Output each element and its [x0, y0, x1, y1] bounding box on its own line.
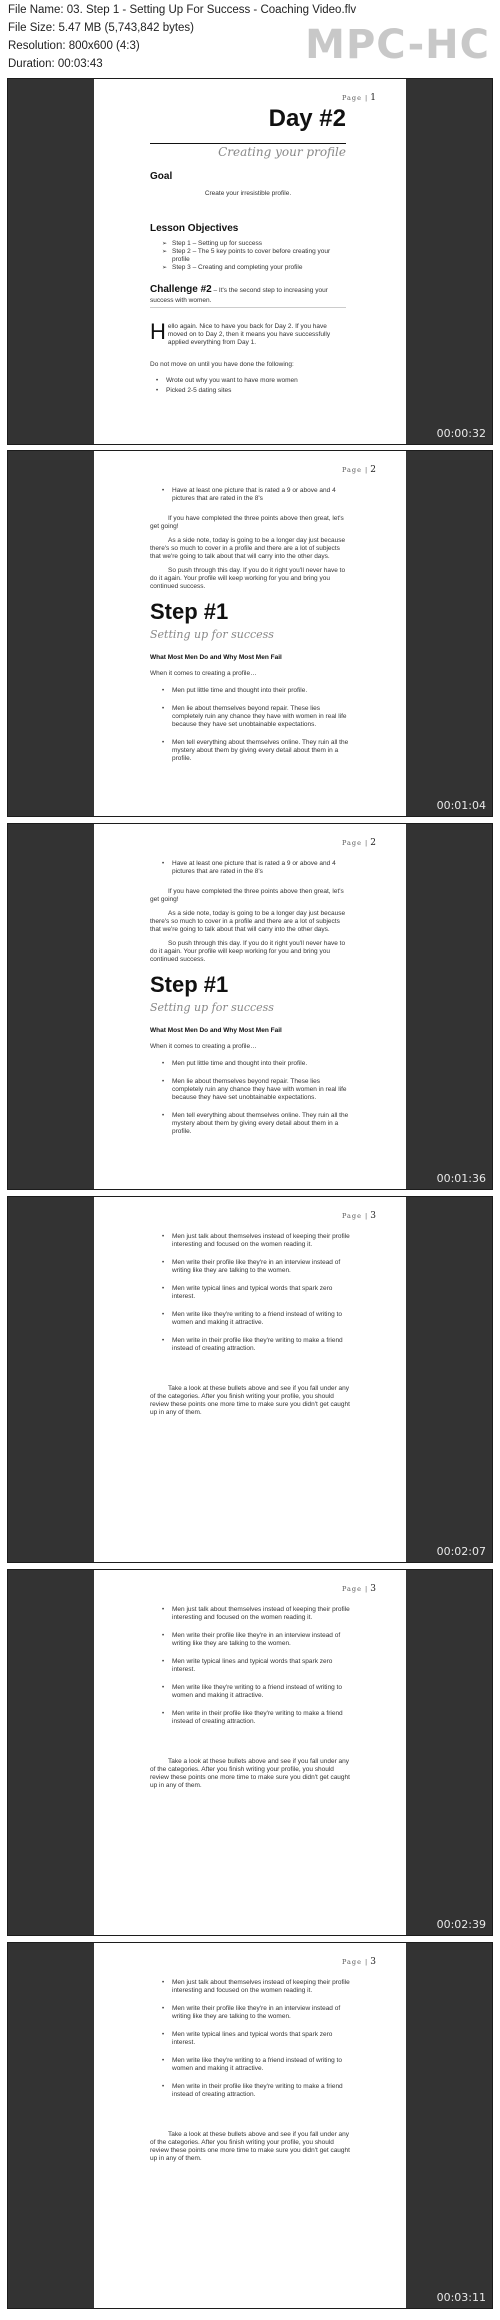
- list-item: • Have at least one picture that is rated a 9 or above and 4 pictures that are rated in the 8's: [162, 487, 336, 502]
- what-heading: What Most Men Do and Why Most Men Fail: [150, 654, 282, 661]
- objectives-list: [162, 240, 347, 272]
- what-heading: What Most Men Do and Why Most Men Fail: [150, 1027, 282, 1034]
- timestamp: 00:03:11: [436, 2291, 486, 2304]
- paragraph: If you have completed the three points above then great, let's get going!: [150, 888, 344, 903]
- list-item: ➢ Step 1 – Setting up for success: [162, 240, 262, 247]
- page-number: Page | 3: [341, 1584, 376, 1594]
- failures-list-continued: [162, 1979, 354, 2099]
- paragraph: If you have completed the three points above then great, let's get going!: [150, 515, 344, 530]
- day-subtitle: Creating your profile: [218, 145, 346, 159]
- video-thumbnail-frame[interactable]: [8, 824, 492, 1189]
- list-item: • Have at least one picture that is rated a 9 or above and 4 pictures that are rated in the 8's: [162, 860, 336, 875]
- page-number: Page | 2: [341, 465, 376, 475]
- step-subtitle: Setting up for success: [150, 1001, 274, 1014]
- paragraph: As a side note, today is going to be a longer day just because there's so much to cover in a profile and there are a lot of subjects that we're going to talk about that will carry into the other days.: [150, 910, 346, 933]
- duration-line: Duration: 00:03:43: [8, 58, 103, 70]
- list-item: • Men put little time and thought into their profile.: [162, 1060, 308, 1067]
- list-item: • Men write typical lines and typical words that spark zero interest.: [162, 1658, 333, 1673]
- list-item: • Men write in their profile like they're writing to make a friend instead of creating attraction.: [162, 1337, 343, 1352]
- page-number: Page | 3: [341, 1211, 376, 1221]
- list-item: • Men write their profile like they're in an interview instead of writing like they are talking to the women.: [162, 1632, 341, 1647]
- list-item: • Men write like they're writing to a friend instead of writing to women and making it attractive.: [162, 1684, 342, 1699]
- paragraph: As a side note, today is going to be a longer day just because there's so much to cover in a profile and there are a lot of subjects that we're going to talk about that will carry into the other days.: [150, 537, 346, 560]
- objectives-heading: Lesson Objectives: [150, 223, 239, 234]
- top-bullet: [162, 860, 354, 876]
- failures-list: [162, 1060, 352, 1136]
- closing-paragraph: Take a look at these bullets above and see if you fall under any of the categories. After you finish writing your profile, you should review these points one more time to make sure you didn't get caught up in any of them.: [150, 2131, 350, 2162]
- document-page: [94, 824, 406, 1189]
- challenge-block: [150, 285, 350, 306]
- closing-paragraph: Take a look at these bullets above and see if you fall under any of the categories. After you finish writing your profile, you should review these points one more time to make sure you didn't get caught up in any of them.: [150, 1385, 350, 1416]
- checklist: [156, 377, 341, 395]
- list-item: • Men write their profile like they're in an interview instead of writing like they are talking to the women.: [162, 2005, 341, 2020]
- file-name-line: File Name: 03. Step 1 - Setting Up For Success - Coaching Video.flv: [8, 4, 357, 16]
- step-title: Step #1: [150, 599, 229, 624]
- list-item: • Men lie about themselves beyond repair. These lies completely ruin any chance they have with women in real life because they have set unobtainable expectations.: [162, 705, 347, 728]
- paragraph: So push through this day. If you do it right you'll never have to do it again. Your profile will keep working for you and bring you continued success.: [150, 567, 346, 590]
- list-item: • Men write in their profile like they're writing to make a friend instead of creating attraction.: [162, 1710, 343, 1725]
- list-item: • Men write in their profile like they're writing to make a friend instead of creating attraction.: [162, 2083, 343, 2098]
- document-page: [94, 79, 406, 444]
- goal-heading: Goal: [150, 171, 173, 182]
- list-item: • Men write typical lines and typical words that spark zero interest.: [162, 2031, 333, 2046]
- intro-paragraph: Hello again. Nice to have you back for Day 2. If you have moved on to Day 2, then it means you have successfully applied everything from Day 1.: [150, 319, 331, 346]
- list-item: • Men just talk about themselves instead of keeping their profile interesting and focused on the women reading it.: [162, 1979, 350, 1994]
- video-thumbnail-frame[interactable]: [8, 1570, 492, 1935]
- video-thumbnail-frame[interactable]: [8, 1943, 492, 2308]
- list-item: • Men write typical lines and typical words that spark zero interest.: [162, 1285, 333, 1300]
- drop-cap: H: [150, 319, 166, 344]
- closing-paragraph: Take a look at these bullets above and see if you fall under any of the categories. After you finish writing your profile, you should review these points one more time to make sure you didn't get caught up in any of them.: [150, 1758, 350, 1789]
- list-item: • Men lie about themselves beyond repair. These lies completely ruin any chance they have with women in real life because they have set unobtainable expectations.: [162, 1078, 347, 1101]
- do-not-text: Do not move on until you have done the following:: [150, 361, 294, 368]
- paragraph: So push through this day. If you do it right you'll never have to do it again. Your profile will keep working for you and bring you continued success.: [150, 940, 346, 963]
- list-item: • Men tell everything about themselves online. They ruin all the mystery about them by giving every detail about them in a profile.: [162, 739, 349, 762]
- resolution-line: Resolution: 800x600 (4:3): [8, 40, 140, 52]
- video-thumbnail-frame[interactable]: [8, 1197, 492, 1562]
- list-item: • Picked 2-5 dating sites: [156, 387, 232, 394]
- list-item: • Men put little time and thought into their profile.: [162, 687, 308, 694]
- goal-text: Create your irresistible profile.: [204, 190, 292, 197]
- mpc-hc-logo: MPC-HC: [305, 22, 490, 68]
- list-item: • Men tell everything about themselves online. They ruin all the mystery about them by giving every detail about them in a profile.: [162, 1112, 349, 1135]
- document-page: [94, 1943, 406, 2308]
- list-item: ➢ Step 3 – Creating and completing your profile: [162, 264, 303, 271]
- top-bullet: [162, 487, 354, 503]
- timestamp: 00:02:07: [436, 1545, 486, 1558]
- failures-list: [162, 687, 352, 763]
- challenge-heading: Challenge #2: [150, 284, 212, 295]
- list-item: ➢ Step 2 – The 5 key points to cover before creating your profile: [162, 248, 331, 263]
- list-item: • Men write like they're writing to a friend instead of writing to women and making it attractive.: [162, 2057, 342, 2072]
- timestamp: 00:00:32: [436, 427, 486, 440]
- step-title: Step #1: [150, 972, 229, 997]
- when-text: When it comes to creating a profile…: [150, 1043, 257, 1050]
- title-rule: [150, 143, 346, 144]
- list-item: • Men write like they're writing to a friend instead of writing to women and making it attractive.: [162, 1311, 342, 1326]
- document-page: [94, 451, 406, 816]
- failures-list-continued: [162, 1606, 354, 1726]
- when-text: When it comes to creating a profile…: [150, 670, 257, 677]
- timestamp: 00:01:36: [436, 1172, 486, 1185]
- list-item: • Wrote out why you want to have more women: [156, 377, 298, 384]
- timestamp: 00:02:39: [436, 1918, 486, 1931]
- video-thumbnail-frame[interactable]: [8, 451, 492, 816]
- video-thumbnail-frame[interactable]: [8, 79, 492, 444]
- list-item: • Men just talk about themselves instead of keeping their profile interesting and focused on the women reading it.: [162, 1233, 350, 1248]
- file-info-header: [0, 0, 500, 78]
- failures-list-continued: [162, 1233, 354, 1353]
- challenge-text: – It's the second step to increasing your success with women.: [150, 287, 328, 304]
- day-title: Day #2: [268, 105, 346, 132]
- timestamp: 00:01:04: [436, 799, 486, 812]
- page-number: Page | 1: [341, 93, 376, 103]
- page-number: Page | 2: [341, 838, 376, 848]
- file-size-line: File Size: 5.47 MB (5,743,842 bytes): [8, 22, 195, 34]
- document-page: [94, 1197, 406, 1562]
- document-page: [94, 1570, 406, 1935]
- list-item: • Men write their profile like they're in an interview instead of writing like they are talking to the women.: [162, 1259, 341, 1274]
- section-divider: [150, 307, 346, 308]
- page-number: Page | 3: [341, 1957, 376, 1967]
- step-subtitle: Setting up for success: [150, 628, 274, 641]
- list-item: • Men just talk about themselves instead of keeping their profile interesting and focused on the women reading it.: [162, 1606, 350, 1621]
